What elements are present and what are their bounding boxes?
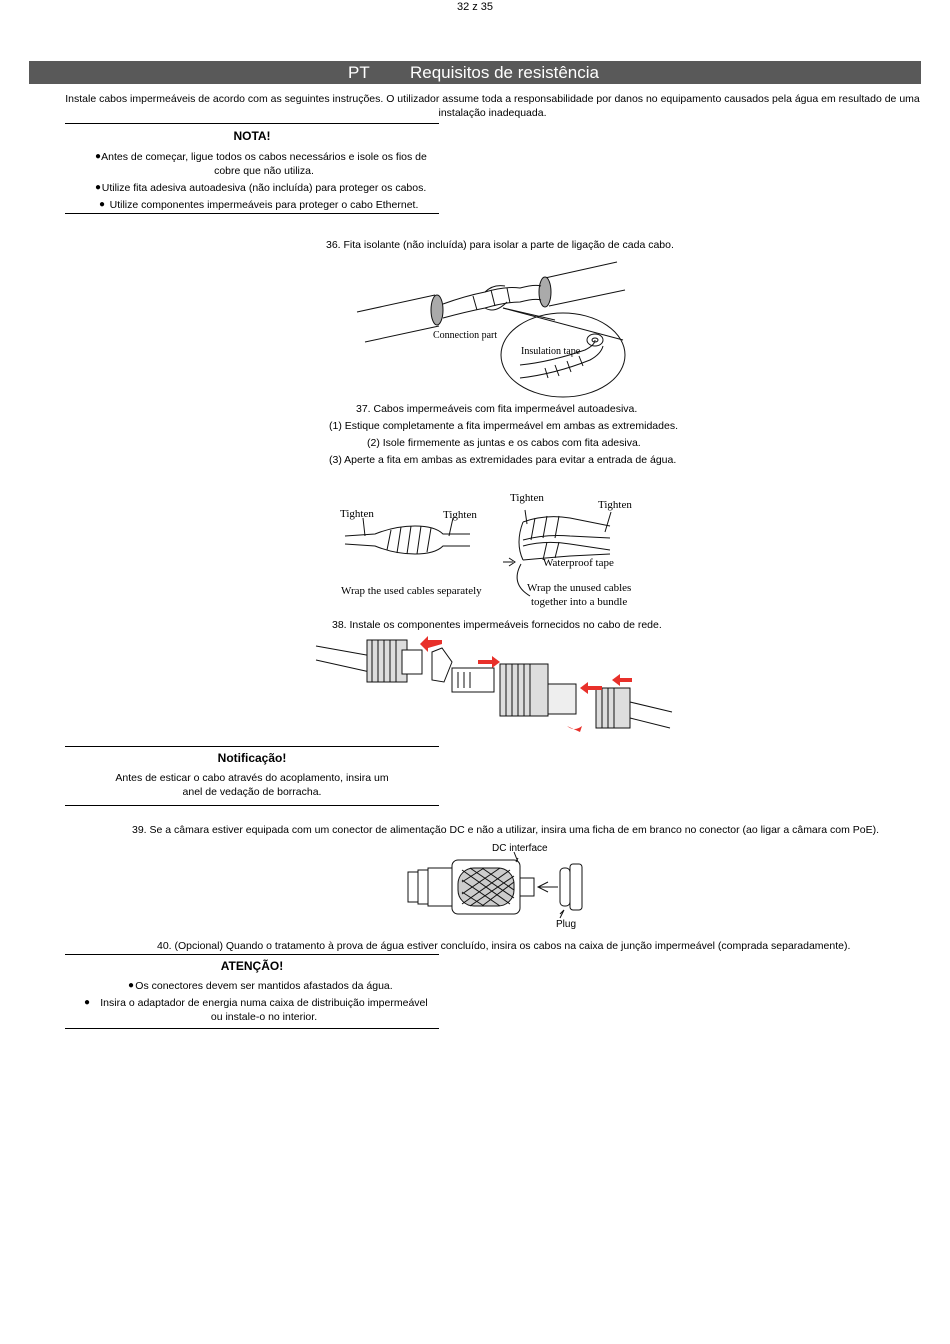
- insulation-tape-label: Insulation tape: [521, 346, 581, 357]
- language-code: PT: [348, 63, 370, 82]
- step-37-sub-2: (2) Isole firmemente as juntas e os cabos com fita adesiva.: [367, 437, 641, 449]
- notification-heading: Notificação!: [217, 751, 287, 765]
- waterproof-tape-figure: [335, 488, 645, 610]
- bullet-icon: ●: [128, 980, 135, 991]
- wrap-used-label: Wrap the used cables separately: [341, 585, 482, 597]
- tighten-label-2: Tighten: [443, 509, 477, 521]
- tighten-label-3: Tighten: [510, 492, 544, 504]
- page-number: 32 z 35: [456, 1, 494, 13]
- waterproof-tape-label: Waterproof tape: [543, 557, 614, 569]
- warning-item: ● Os conectores devem ser mantidos afastados da água.: [128, 980, 393, 992]
- step-36: 36. Fita isolante (não incluída) para isolar a parte de ligação de cada cabo.: [326, 239, 674, 251]
- note-box: [65, 123, 439, 214]
- notification-box: [65, 746, 439, 806]
- warning-item: ● Insira o adaptador de energia numa caixa de distribuição impermeável ou instale-o no interior.: [84, 997, 428, 1023]
- waterproof-connector-figure: [312, 632, 677, 744]
- warning-box: [65, 954, 439, 1029]
- bullet-icon: ●: [99, 199, 106, 210]
- bullet-icon: ●: [95, 151, 102, 162]
- step-37-sub-1: (1) Estique completamente a fita impermeável em ambas as extremidades.: [329, 420, 678, 432]
- step-39: 39. Se a câmara estiver equipada com um conector de alimentação DC e não a utilizar, insira uma ficha de em branco no conector (ao ligar a câmara com PoE).: [132, 824, 880, 836]
- dc-plug-figure: [400, 838, 590, 934]
- note-heading: NOTA!: [233, 129, 271, 143]
- bullet-icon: ●: [84, 997, 91, 1008]
- connection-part-label: Connection part: [433, 330, 498, 341]
- note-item: ● Utilize fita adesiva autoadesiva (não incluída) para proteger os cabos.: [95, 182, 427, 194]
- note-item: ● Utilize componentes impermeáveis para proteger o cabo Ethernet.: [99, 199, 419, 211]
- dc-interface-label: DC interface: [492, 843, 548, 854]
- step-38: 38. Instale os componentes impermeáveis fornecidos no cabo de rede.: [332, 619, 662, 631]
- tighten-label-1: Tighten: [340, 508, 374, 520]
- warning-heading: ATENÇÃO!: [220, 959, 284, 973]
- step-40: 40. (Opcional) Quando o tratamento à prova de água estiver concluído, insira os cabos na caixa de junção impermeável (comprada separadamente).: [157, 940, 851, 952]
- section-title-bar: [29, 61, 921, 84]
- note-item: ● Antes de começar, ligue todos os cabos necessários e isole os fios de cobre que não utiliza.: [95, 151, 427, 177]
- intro-paragraph: Instale cabos impermeáveis de acordo com as seguintes instruções. O utilizador assume toda a responsabilidade por danos no equipamento causados pela água em resultado de uma instalação inadequada.: [65, 93, 920, 119]
- notification-text: Antes de esticar o cabo através do acoplamento, insira um anel de vedação de borracha.: [115, 772, 389, 798]
- step-37: 37. Cabos impermeáveis com fita impermeável autoadesiva.: [356, 403, 638, 415]
- bullet-icon: ●: [95, 182, 102, 193]
- insulation-figure: [355, 250, 630, 398]
- section-title: Requisitos de resistência: [410, 63, 599, 82]
- plug-label: Plug: [556, 919, 577, 930]
- tighten-label-4: Tighten: [598, 499, 632, 511]
- wrap-unused-label-1: Wrap the unused cables: [527, 582, 632, 594]
- wrap-unused-label-2: together into a bundle: [531, 596, 628, 608]
- step-37-sub-3: (3) Aperte a fita em ambas as extremidades para evitar a entrada de água.: [329, 454, 677, 466]
